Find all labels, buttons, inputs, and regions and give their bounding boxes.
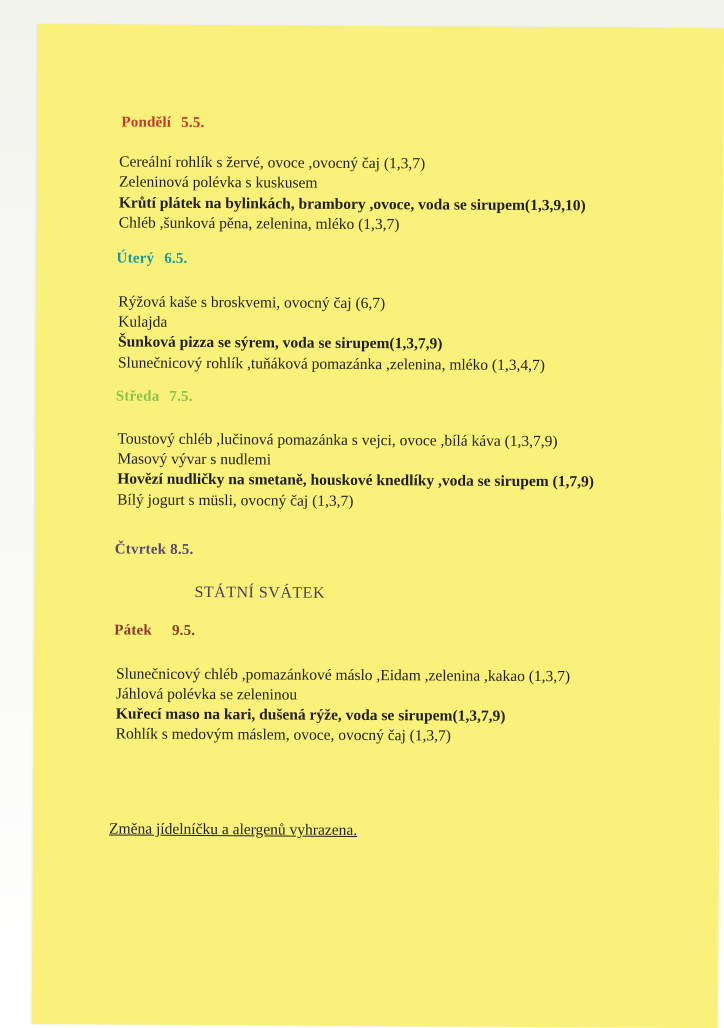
menu-item-soup: Jáhlová polévka se zeleninou: [115, 685, 298, 704]
menu-item-snack: Rohlík s medovým máslem, ovoce, ovocný čaj (1,3,7): [115, 725, 452, 745]
menu-item-soup: Masový vývar s nudlemi: [117, 450, 272, 469]
day-heading-friday: [114, 622, 195, 639]
menu-sheet: [32, 24, 724, 1028]
day-name: Úterý: [116, 250, 155, 267]
menu-item-snack: Chléb ,šunková pěna, zelenina, mléko (1,3,7): [118, 214, 400, 234]
day-name: Čtvrtek: [114, 541, 167, 558]
menu-item-lunch: Kuřecí maso na kari, dušená rýže, voda se sirupem(1,3,7,9): [115, 705, 506, 725]
day-heading-thursday: [115, 541, 194, 558]
day-heading-tuesday: [117, 250, 188, 267]
day-date: 9.5.: [171, 622, 196, 639]
menu-item-lunch: Šunková pizza se sýrem, voda se sirupem(1,3,7,9): [118, 333, 443, 353]
disclaimer-note: Změna jídelníčku a alergenů vyhrazena.: [109, 820, 358, 839]
day-date: 6.5.: [164, 250, 188, 267]
menu-item-lunch: Hovězí nudličky na smetaně, houskové knedlíky ,voda se sirupem (1,7,9): [117, 470, 594, 491]
menu-item-breakfast: Cereální rohlík s žervé, ovoce ,ovocný čaj (1,3,7): [119, 153, 426, 173]
day-heading-wednesday: [116, 388, 193, 405]
menu-item-breakfast: Toustový chléb ,lučinová pomazánka s vejci, ovoce ,bílá káva (1,3,7,9): [117, 430, 558, 451]
menu-item-soup: Zeleninová polévka s kuskusem: [118, 173, 318, 192]
menu-item-snack: Bílý jogurt s müsli, ovocný čaj (1,3,7): [117, 491, 354, 510]
menu-item-breakfast: Slunečnicový chléb ,pomazánkové máslo ,Eidam ,zelenina ,kakao (1,3,7): [115, 665, 571, 686]
day-date: 7.5.: [169, 388, 193, 405]
day-date: 8.5.: [170, 541, 194, 558]
menu-item-breakfast: Rýžová kaše s broskvemi, ovocný čaj (6,7): [118, 293, 386, 313]
day-name: Středa: [115, 388, 160, 405]
menu-item-lunch: Krůtí plátek na bylinkách, brambory ,ovoce, voda se sirupem(1,3,9,10): [118, 194, 586, 215]
day-heading-monday: [121, 115, 204, 133]
day-date: 5.5.: [181, 114, 205, 132]
menu-item-soup: Kulajda: [118, 313, 168, 331]
day-name: Pátek: [114, 622, 153, 639]
day-name: Pondělí: [121, 114, 172, 131]
menu-item-snack: Slunečnicový rohlík ,tuňáková pomazánka ,zelenina, mléko (1,3,4,7): [117, 354, 545, 375]
holiday-label: STÁTNÍ SVÁTEK: [194, 583, 326, 602]
